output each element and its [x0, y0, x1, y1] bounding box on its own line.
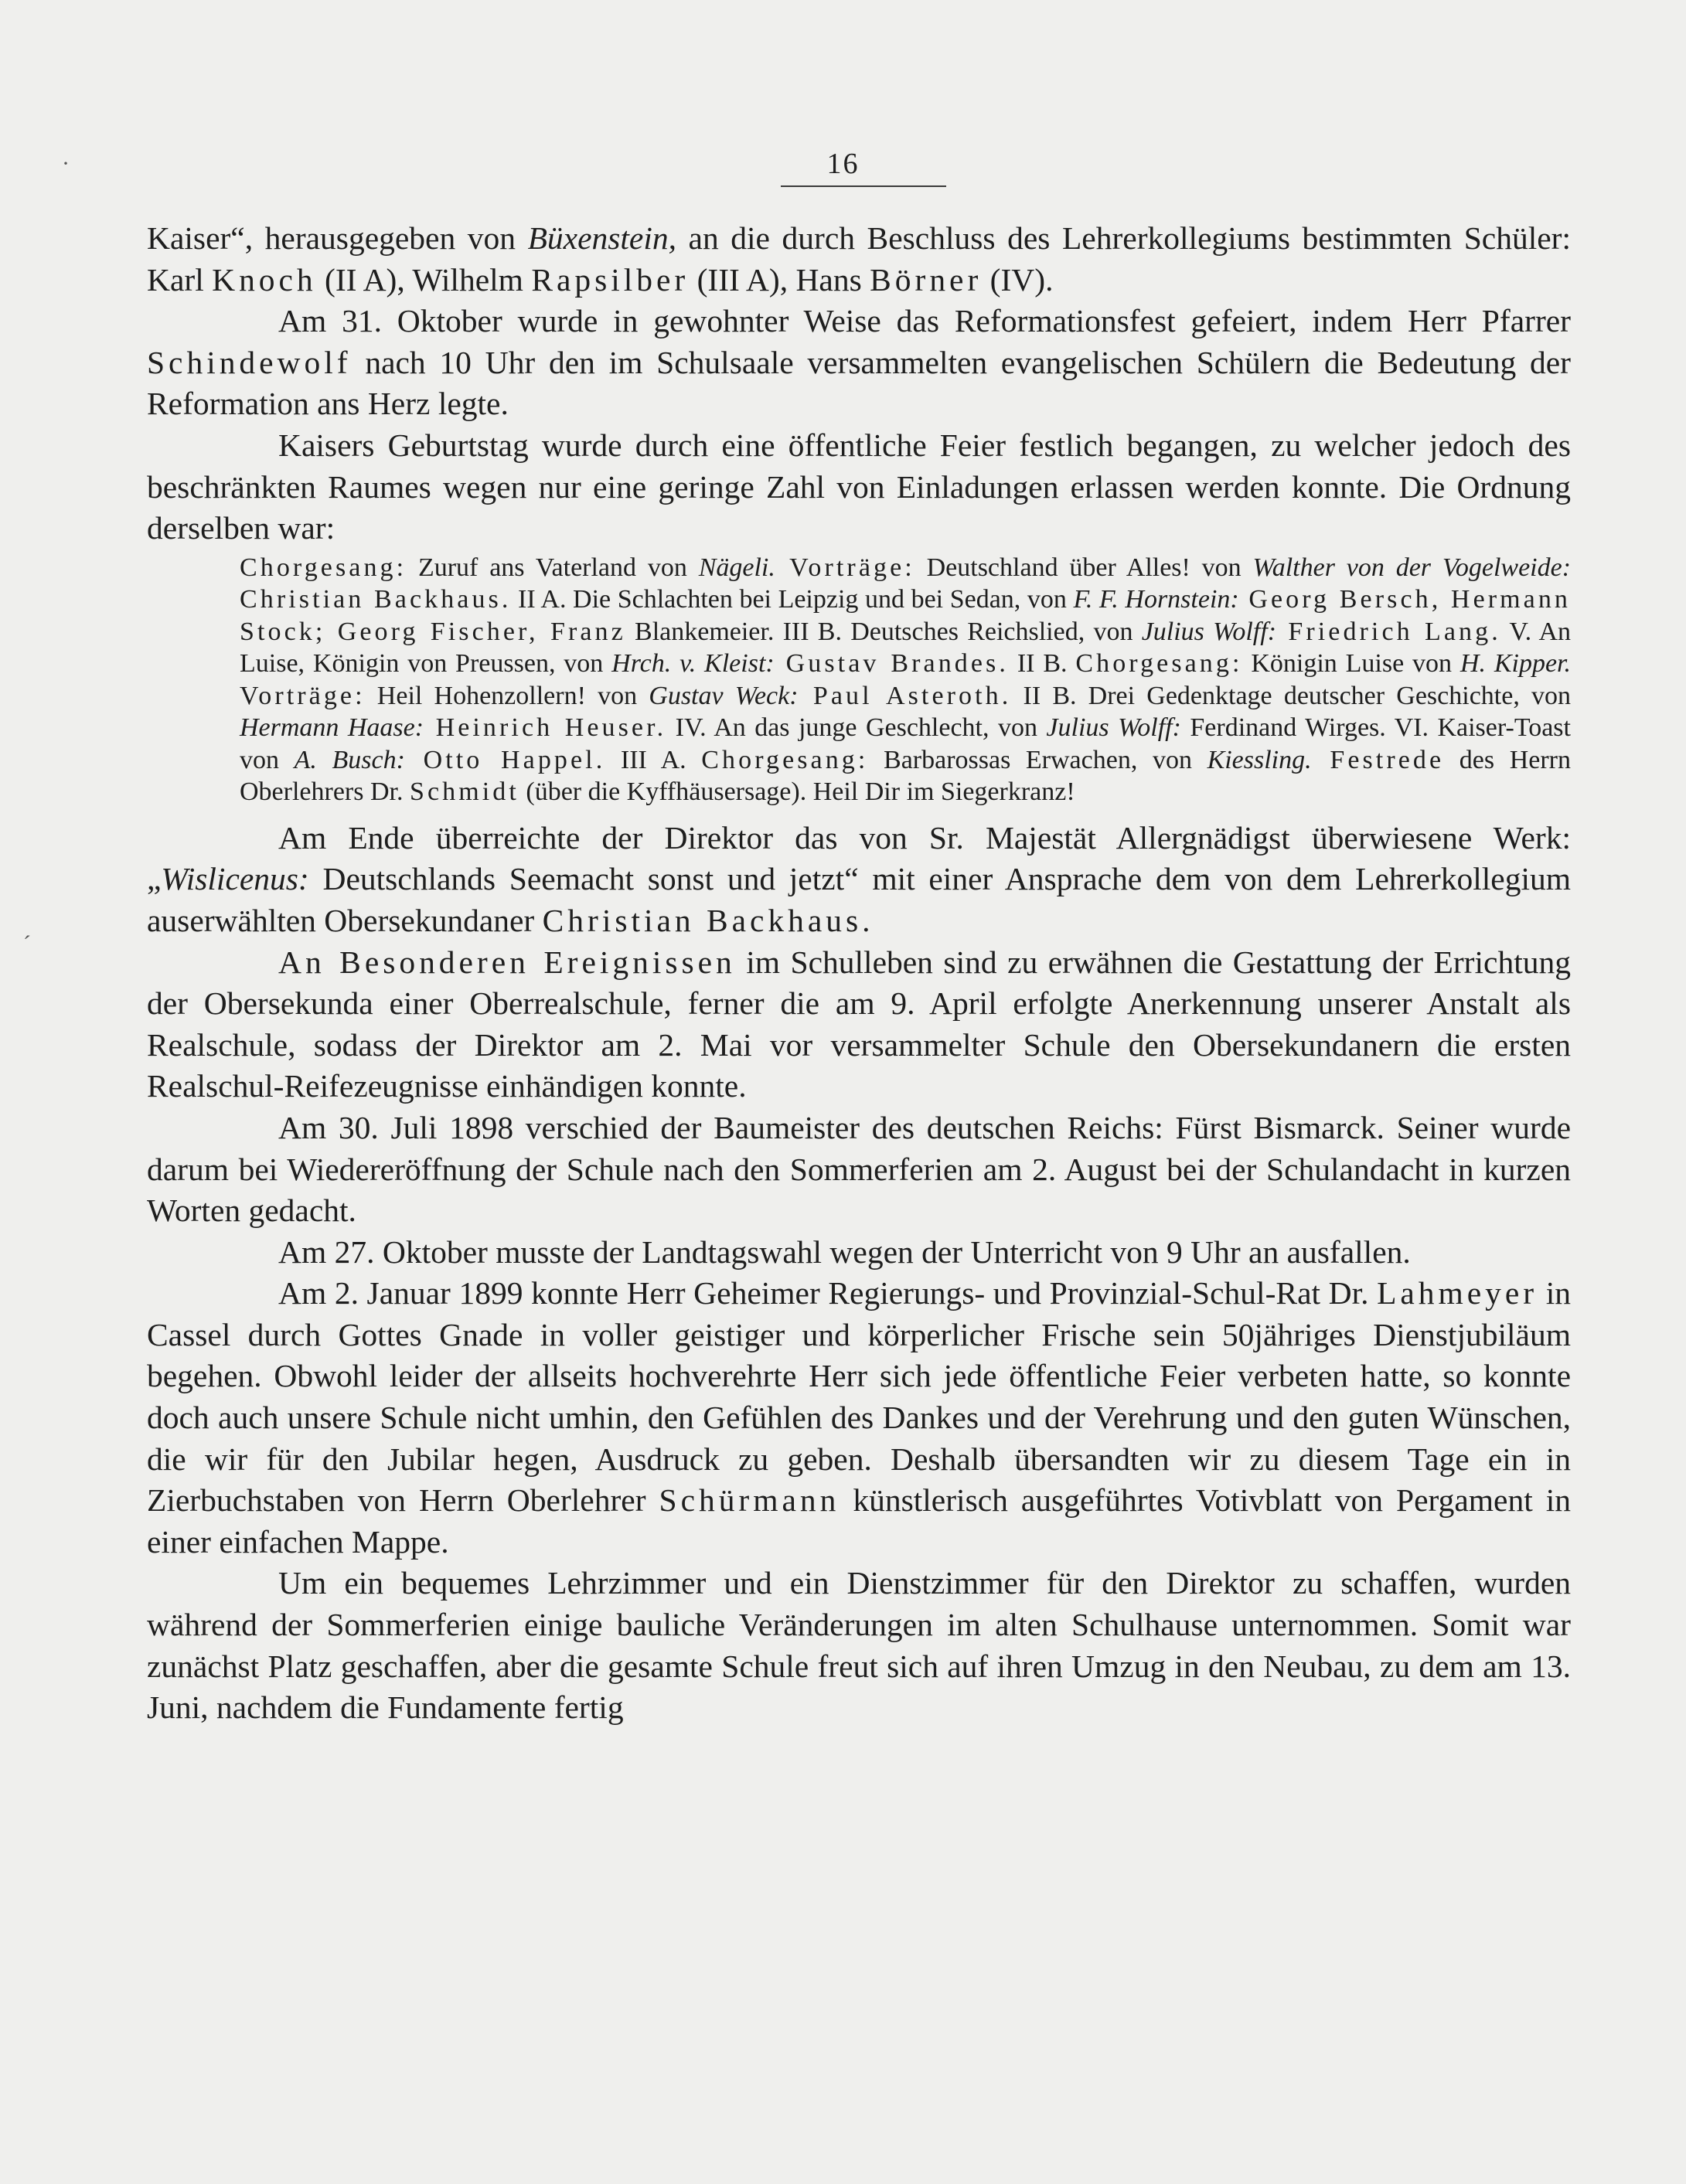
header-rule [781, 185, 946, 187]
paragraph-special-events: An Besonderen Ereignissen im Schulleben sind zu erwähnen die Gestattung der Errichtung der Obersekunda einer Oberrealschule, ferner die am 9. April erfolgte Anerkennung unserer Anstalt als Realschule, sodass der Direktor am 2. Mai vor versammelter Schule den Obersekundanern die ersten Realschul-Reifezeugnisse einhändigen konnte. [147, 944, 1571, 1104]
paragraph-landtagswahl: Am 27. Oktober musste der Landtagswahl wegen der Unterricht von 9 Uhr an ausfallen. [278, 1233, 1411, 1270]
margin-mark: ˊ [23, 931, 31, 957]
paragraph-reformation: Am 31. Oktober wurde in gewohnter Weise das Reformationsfest gefeiert, indem Herr Pfarrer Schindewolf nach 10 Uhr den im Schulsaale versammelten evangelischen Schülern die Bedeutung der Reformation ans Herz legte. [147, 303, 1571, 422]
margin-dot: · [62, 151, 70, 176]
paragraph-bismarck: Am 30. Juli 1898 verschied der Baumeister des deutschen Reichs: Fürst Bismarck. Seiner wurde darum bei Wiedereröffnung der Schule nach den Sommerferien am 2. August bei der Schulandacht in kurzen Worten gedacht. [147, 1109, 1571, 1229]
paragraph-jubilee: Am 2. Januar 1899 konnte Herr Geheimer Regierungs- und Provinzial-Schul-Rat Dr. Lahmeyer in Cassel durch Gottes Gnade in voller geistiger und körperlicher Frische sein 50jähriges Dienstjubiläum begehen. Obwohl leider der allseits hochverehrte Herr sich jede öffentliche Feier verbeten hatte, so konnte doch auch unsere Schule nicht umhin, den Gefühlen des Dankes und der Verehrung und den guten Wünschen, die wir für den Jubilar hegen, Ausdruck zu geben. Deshalb übersandten wir zu diesem Tage ein in Zierbuchstaben von Herrn Oberlehrer Schürmann künstlerisch ausgeführtes Votivblatt von Pergament in einer einfachen Mappe. [147, 1275, 1572, 1560]
program-text: Chorgesang: Zuruf ans Vaterland von Nägeli. Vorträge: Deutschland über Alles! von Walther von der Vogelweide: Christian Backhaus. II A. Die Schlachten bei Leipzig und bei Sedan, von F. F. Hornstein: Georg Bersch, Hermann Stock; Georg Fischer, Franz Blankemeier. III B. Deutsches Reichslied, von Julius Wolff: Friedrich Lang. V. An Luise, Königin von Preussen, von Hrch. v. Kleist: Gustav Brandes. II B. Chorgesang: Königin Luise von H. Kipper. Vorträge: Heil Hohenzollern! von Gustav Weck: Paul Asteroth. II B. Drei Gedenktage deutscher Geschichte, von Hermann Haase: Heinrich Heuser. IV. An das junge Geschlecht, von Julius Wolff: Ferdinand Wirges. VI. Kaiser-Toast von A. Busch: Otto Happel. III A. Chorgesang: Barbarossas Erwachen, von Kiessling. Festrede des Herrn Oberlehrers Dr. Schmidt (über die Kyffhäusersage). Heil Dir im Siegerkranz! [240, 553, 1572, 807]
paragraph-wislicenus: Am Ende überreichte der Direktor das von Sr. Majestät Allergnädigst überwiesene Werk: „Wislicenus: Deutschlands Seemacht sonst und jetzt“ mit einer Ansprache dem von dem Lehrerkollegium auserwählten Obersekundaner Christian Backhaus. [147, 819, 1571, 938]
body-text [147, 218, 1571, 1729]
program-list [240, 552, 1571, 808]
paragraph-renovation: Um ein bequemes Lehrzimmer und ein Dienstzimmer für den Direktor zu schaffen, wurden während der Sommerferien einige bauliche Veränderungen im alten Schulhause unternommen. Somit war zunächst Platz geschaffen, aber die gesamte Schule freut sich auf ihren Umzug in den Neubau, zu dem am 13. Juni, nachdem die Fundamente fertig [147, 1565, 1571, 1726]
paragraph-kaiser-birthday: Kaisers Geburtstag wurde durch eine öffentliche Feier festlich begangen, zu welcher jedoch des beschränkten Raumes wegen nur eine geringe Zahl von Einladungen erlassen werden konnte. Die Ordnung derselben war: [147, 427, 1571, 546]
paragraph-kaiser-book: Kaiser“, herausgegeben von Büxenstein, an die durch Beschluss des Lehrerkollegiums bestimmten Schüler: Karl Knoch (II A), Wilhelm Rapsilber (III A), Hans Börner (IV). [147, 220, 1571, 298]
page-number: 16 [826, 148, 860, 180]
